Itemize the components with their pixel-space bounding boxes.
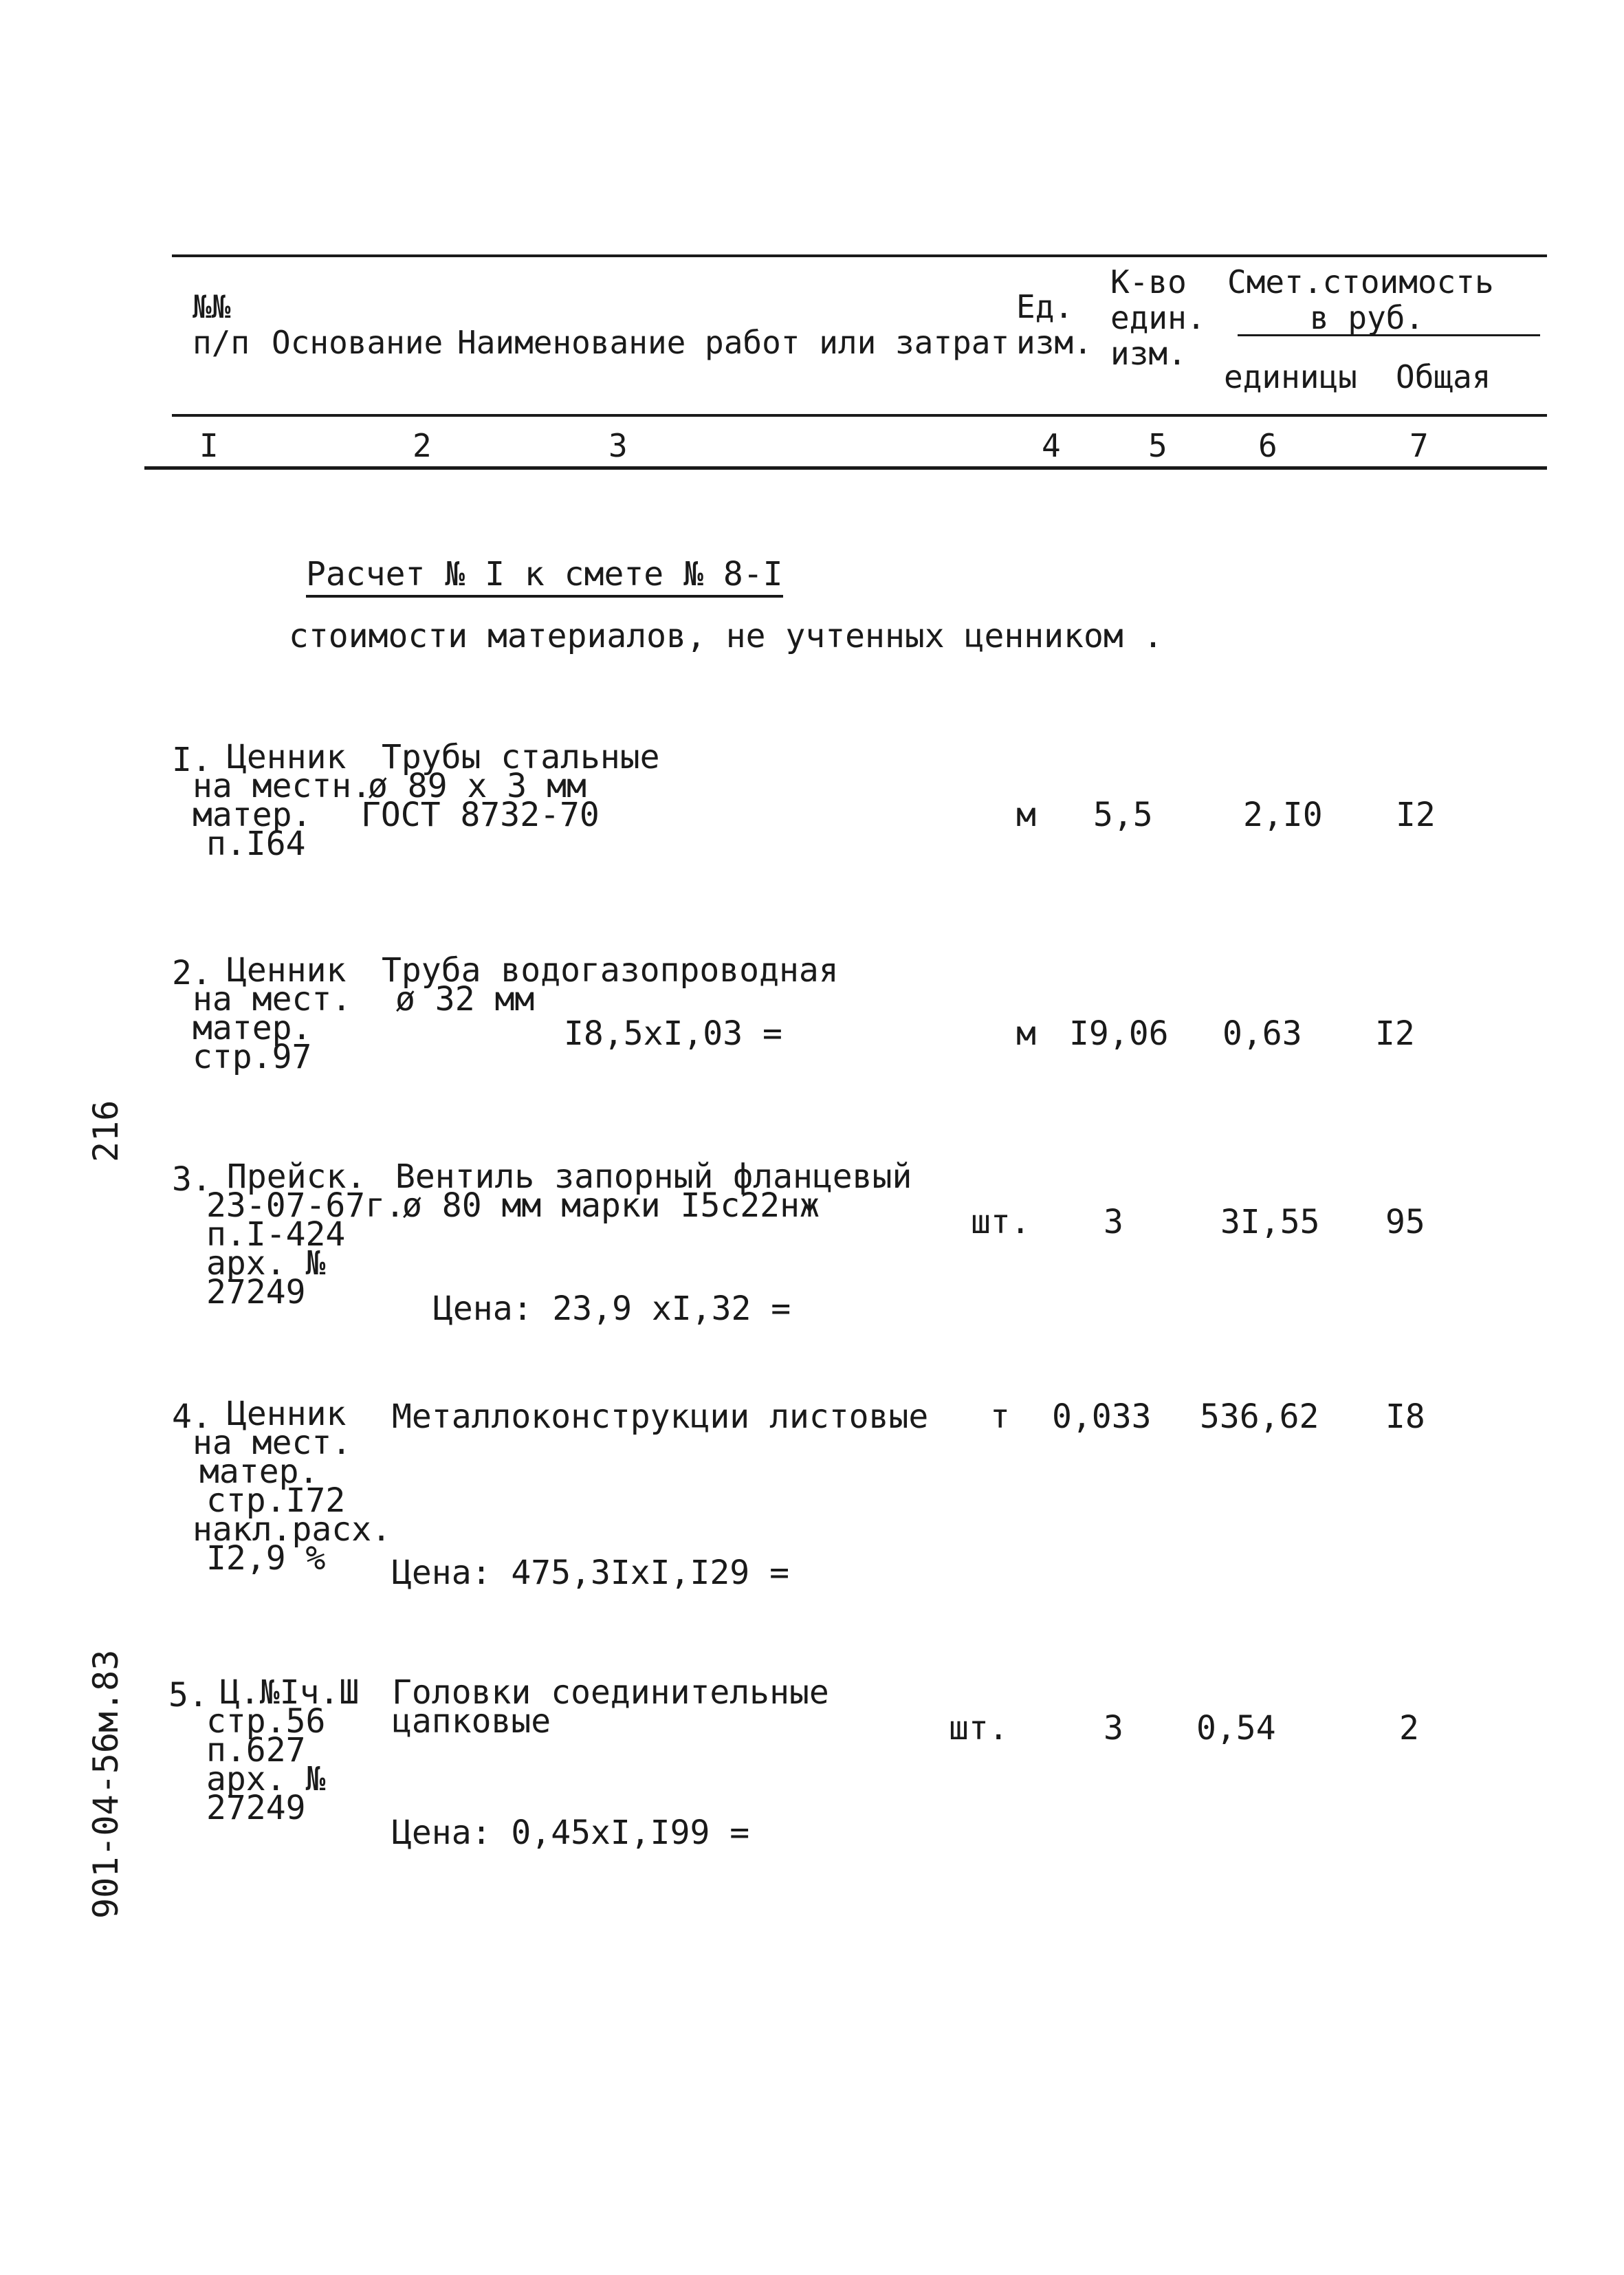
header-col1-line1: №№ bbox=[193, 288, 231, 325]
header-col2: Основание bbox=[272, 324, 443, 361]
row-5-name: Головки соединительные цапковые bbox=[392, 1673, 829, 1741]
row-2-total: I2 bbox=[1375, 1014, 1415, 1053]
colnum-3: 3 bbox=[608, 427, 628, 464]
row-5-calc: Цена: 0,45xI,I99 = bbox=[392, 1814, 750, 1852]
page-number: 216 bbox=[86, 1100, 126, 1162]
row-5-basis: Ц.№Iч.Ш стр.56 п.627 арх. № 27249 bbox=[206, 1673, 360, 1827]
header-col4 bbox=[1016, 289, 1093, 360]
row-3-price: 3I,55 bbox=[1220, 1203, 1320, 1241]
row-5-unit: шт. bbox=[949, 1709, 1009, 1748]
header-col5 bbox=[1110, 264, 1205, 371]
colnum-1: I bbox=[199, 427, 219, 464]
row-2-price: 0,63 bbox=[1222, 1014, 1302, 1053]
calc-title-text: Расчет № I к смете № 8-I bbox=[306, 555, 783, 598]
row-1-qty: 5,5 bbox=[1093, 796, 1153, 834]
header-cost-group-line1: Смет.стоимость bbox=[1227, 263, 1494, 301]
row-4-name: Металлоконструкции листовые bbox=[392, 1397, 929, 1436]
header-mid-rule bbox=[172, 414, 1547, 417]
row-4-basis: Ценник на мест. матер. стр.I72 накл.расх. I2,9 % bbox=[193, 1395, 391, 1578]
row-5-price: 0,54 bbox=[1196, 1709, 1276, 1748]
row-3-basis: Прейск. 23-07-67г. п.I-424 арх. № 27249 bbox=[206, 1157, 405, 1311]
colnum-4: 4 bbox=[1042, 427, 1061, 464]
row-1-unit: м bbox=[1016, 796, 1036, 834]
row-2-unit: м bbox=[1016, 1014, 1036, 1053]
row-5-num: 5. bbox=[168, 1676, 208, 1715]
header-col4-line2: изм. bbox=[1016, 324, 1093, 361]
row-4-num: 4. bbox=[172, 1397, 212, 1436]
row-1-total: I2 bbox=[1396, 796, 1436, 834]
header-col3: Наименование работ или затрат bbox=[457, 324, 1010, 361]
header-bottom-rule bbox=[144, 466, 1547, 470]
colnum-6: 6 bbox=[1258, 427, 1277, 464]
row-3-qty: 3 bbox=[1104, 1203, 1123, 1241]
header-col4-line1: Ед. bbox=[1016, 288, 1074, 325]
row-4-total: I8 bbox=[1385, 1397, 1425, 1436]
row-4-price: 536,62 bbox=[1200, 1397, 1319, 1436]
row-2-name: Труба водогазопроводная ø 32 мм bbox=[382, 951, 839, 1019]
row-3-num: 3. bbox=[172, 1160, 212, 1199]
header-col5-line3: изм. bbox=[1110, 335, 1187, 372]
calc-subtitle: стоимости материалов, не учтенных ценником . bbox=[289, 617, 1163, 655]
row-1-basis: Ценник на местн. матер. п.I64 bbox=[193, 738, 372, 863]
colnum-7: 7 bbox=[1409, 427, 1429, 464]
row-4-unit: т bbox=[990, 1397, 1010, 1436]
row-2-qty: I9,06 bbox=[1069, 1014, 1169, 1053]
header-col1 bbox=[193, 289, 250, 360]
row-4-qty: 0,033 bbox=[1052, 1397, 1152, 1436]
row-1-name: Трубы стальные ø 89 x 3 мм ГОСТ 8732-70 bbox=[361, 738, 660, 834]
row-3-name: Вентиль запорный фланцевый ø 80 мм марки I5с22нж bbox=[395, 1157, 912, 1225]
header-col6: единицы bbox=[1224, 358, 1357, 395]
colnum-2: 2 bbox=[413, 427, 432, 464]
header-col5-line2: един. bbox=[1110, 299, 1206, 336]
row-2-calc: I8,5xI,03 = bbox=[564, 1014, 782, 1053]
header-col7: Общая bbox=[1396, 358, 1491, 395]
header-cost-group-line2: в руб. bbox=[1310, 299, 1425, 336]
row-1-price: 2,I0 bbox=[1243, 796, 1323, 834]
row-5-qty: 3 bbox=[1104, 1709, 1123, 1748]
row-2-basis: Ценник на мест. матер. стр.97 bbox=[193, 951, 352, 1076]
row-4-calc: Цена: 475,3IxI,I29 = bbox=[392, 1554, 789, 1592]
header-top-rule bbox=[172, 254, 1547, 257]
row-1-num: I. bbox=[172, 741, 212, 779]
doc-code: 901-04-56м.83 bbox=[86, 1649, 126, 1919]
row-3-unit: шт. bbox=[971, 1203, 1031, 1241]
row-3-total: 95 bbox=[1385, 1203, 1425, 1241]
row-5-total: 2 bbox=[1399, 1709, 1419, 1748]
colnum-5: 5 bbox=[1148, 427, 1167, 464]
header-col5-line1: К-во bbox=[1110, 263, 1187, 301]
calc-title bbox=[306, 555, 783, 594]
row-3-calc: Цена: 23,9 xI,32 = bbox=[433, 1289, 791, 1328]
header-cost-group bbox=[1227, 264, 1494, 336]
row-2-num: 2. bbox=[172, 954, 212, 992]
header-col1-line2: п/п bbox=[193, 324, 250, 361]
